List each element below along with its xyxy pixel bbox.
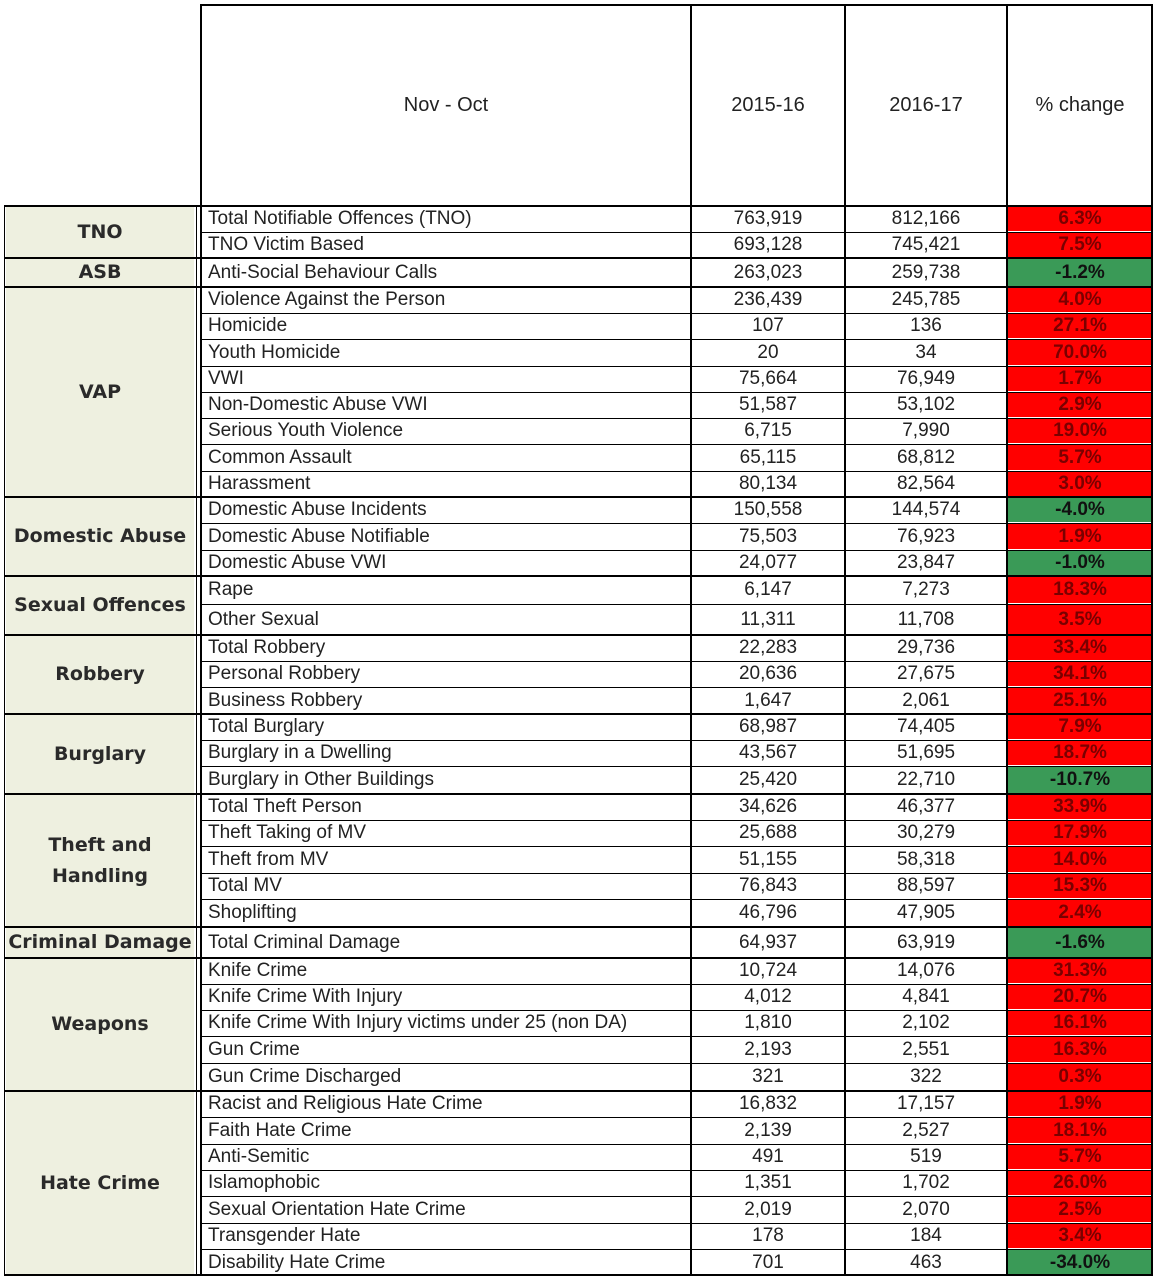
percent-change: 31.3% [1008,959,1152,983]
row-separator [200,846,1152,847]
offence-label: Burglary in a Dwelling [208,742,392,763]
row-separator [200,1144,1152,1145]
value-2016-17: 7,990 [902,420,950,441]
value-2016-17: 745,421 [891,234,961,255]
offence-label: Business Robbery [208,689,363,711]
percent-change: -10.7% [1008,767,1152,793]
percent-change: -34.0% [1008,1250,1152,1275]
value-2016-17: 7,273 [902,579,950,600]
value-2015-16: 2,019 [744,1198,792,1220]
value-2016-17: 322 [910,1066,942,1087]
offence-label: Total Burglary [208,716,325,737]
value-2016-17: 2,070 [902,1198,950,1220]
offence-label: Theft from MV [208,848,329,870]
value-2015-16: 263,023 [733,261,803,283]
value-2015-16: 701 [752,1251,784,1273]
row-separator [200,392,1152,393]
header-col-2016-17: 2016-17 [889,93,963,116]
offence-label: Total MV [208,875,282,896]
percent-change: 2.5% [1008,1197,1152,1222]
category-label: Robbery [6,635,194,714]
row-separator [200,339,1152,340]
percent-change: 0.3% [1008,1064,1152,1090]
value-2015-16: 25,688 [738,822,798,843]
value-2016-17: 519 [910,1146,942,1167]
offence-label: Total Theft Person [208,796,362,817]
header-col-2015-16: 2015-16 [731,93,805,116]
header-column-border [200,4,202,206]
value-2015-16: 20 [757,341,779,363]
value-2016-17: 51,695 [896,742,956,763]
offence-label: Islamophobic [208,1172,320,1193]
value-2015-16: 6,147 [744,579,792,600]
offence-label: Sexual Orientation Hate Crime [208,1198,466,1220]
value-2016-17: 47,905 [896,902,956,923]
category-label: Weapons [6,958,194,1091]
offence-label: Anti-Semitic [208,1146,310,1167]
offence-label: Homicide [208,315,288,336]
value-2016-17: 27,675 [896,663,956,684]
header-col-change: % change [1035,93,1125,116]
percent-change: 18.1% [1008,1118,1152,1143]
row-separator [200,1117,1152,1118]
percent-change: 2.4% [1008,900,1152,926]
value-2016-17: 184 [910,1225,942,1246]
offence-label: Gun Crime Discharged [208,1066,402,1087]
row-separator [200,313,1152,314]
row-separator [200,523,1152,524]
value-2015-16: 6,715 [744,420,792,441]
value-2015-16: 236,439 [733,289,803,310]
offence-label: TNO Victim Based [208,234,364,255]
percent-change: 33.4% [1008,636,1152,660]
column-border [690,205,692,1276]
value-2016-17: 58,318 [896,848,956,870]
row-separator [200,766,1152,767]
offence-label: Faith Hate Crime [208,1119,352,1141]
percent-change: 15.3% [1008,874,1152,898]
offence-label: Theft Taking of MV [208,822,367,843]
value-2015-16: 11,311 [740,608,796,630]
offence-label: Total Criminal Damage [208,931,401,953]
value-2016-17: 259,738 [891,261,961,283]
value-2015-16: 1,647 [744,689,792,711]
offence-label: Domestic Abuse VWI [208,552,387,573]
value-2015-16: 4,012 [744,986,792,1007]
value-2016-17: 11,708 [897,608,955,630]
row-separator [200,1010,1152,1011]
offence-label: Transgender Hate [208,1225,361,1246]
value-2016-17: 2,061 [902,689,950,711]
value-2016-17: 23,847 [896,552,956,573]
percent-change: 17.9% [1008,821,1152,845]
value-2016-17: 136 [910,315,942,336]
offence-label: Gun Crime [208,1038,300,1060]
percent-change: 3.0% [1008,472,1152,496]
row-separator [200,1249,1152,1250]
row-separator [200,471,1152,472]
value-2015-16: 25,420 [738,769,798,790]
value-2016-17: 2,102 [902,1012,950,1033]
percent-change: 20.7% [1008,985,1152,1009]
offence-label: Disability Hate Crime [208,1251,386,1273]
value-2015-16: 178 [752,1225,784,1246]
category-label: VAP [6,287,194,497]
row-separator [200,820,1152,821]
value-2016-17: 4,841 [902,986,950,1007]
percent-change: 70.0% [1008,340,1152,365]
value-2015-16: 43,567 [738,742,798,763]
offence-label: Racist and Religious Hate Crime [208,1093,483,1114]
value-2016-17: 63,919 [896,931,956,953]
category-label: Domestic Abuse [6,497,194,576]
row-separator [200,740,1152,741]
offence-label: Total Robbery [208,637,326,658]
offence-label: Burglary in Other Buildings [208,769,434,790]
percent-change: 33.9% [1008,795,1152,819]
value-2015-16: 22,283 [738,637,798,658]
row-separator [200,444,1152,445]
percent-change: 1.7% [1008,367,1152,391]
category-label: Theft and Handling [6,794,194,927]
percent-change: 5.7% [1008,1145,1152,1169]
category-label: Burglary [6,714,194,794]
offence-label: Other Sexual [208,608,319,630]
value-2015-16: 763,919 [733,208,803,229]
percent-change: 18.3% [1008,577,1152,603]
header-top-border [200,4,1152,6]
value-2015-16: 1,351 [744,1172,792,1193]
row-separator [200,661,1152,662]
value-2016-17: 46,377 [896,796,956,817]
value-2016-17: 76,923 [896,525,956,547]
value-2015-16: 80,134 [738,473,798,494]
category-label: Sexual Offences [6,576,194,635]
value-2015-16: 2,139 [744,1119,792,1141]
row-separator [200,873,1152,874]
row-separator [200,1170,1152,1171]
percent-change: 19.0% [1008,419,1152,443]
table-bottom-border [4,1274,1152,1276]
category-label: TNO [6,206,194,258]
row-separator [200,1223,1152,1224]
percent-change: 3.5% [1008,605,1152,634]
category-label: Hate Crime [6,1091,194,1276]
row-separator [200,1063,1152,1064]
row-separator [200,1196,1152,1197]
offence-label: Harassment [208,473,311,494]
offence-label: VWI [208,368,244,389]
value-2015-16: 107 [752,315,784,336]
percent-change: 34.1% [1008,662,1152,686]
value-2015-16: 150,558 [733,499,803,520]
value-2015-16: 2,193 [744,1038,792,1060]
value-2016-17: 29,736 [896,637,956,658]
percent-change: 2.9% [1008,393,1152,417]
value-2015-16: 34,626 [738,796,798,817]
row-separator [200,604,1152,605]
value-2016-17: 82,564 [896,473,956,494]
offence-label: Youth Homicide [208,341,341,363]
value-2016-17: 74,405 [896,716,956,737]
percent-change: -1.2% [1008,259,1152,286]
value-2016-17: 53,102 [896,394,956,415]
value-2015-16: 75,664 [738,368,798,389]
value-2016-17: 1,702 [902,1172,950,1193]
value-2016-17: 14,076 [896,960,956,981]
column-border [200,205,202,1276]
header-column-border [1151,4,1153,206]
offence-label: Personal Robbery [208,663,361,684]
value-2015-16: 10,724 [738,960,798,981]
offence-label: Domestic Abuse Notifiable [208,525,430,547]
value-2016-17: 812,166 [891,208,961,229]
value-2015-16: 1,810 [744,1012,792,1033]
value-2016-17: 463 [910,1251,942,1273]
header-column-border [1006,4,1008,206]
row-separator [200,899,1152,900]
offence-label: Total Notifiable Offences (TNO) [208,208,472,229]
value-2016-17: 22,710 [896,769,956,790]
column-border [844,205,846,1276]
value-2015-16: 64,937 [738,931,798,953]
value-2015-16: 491 [752,1146,784,1167]
row-separator [200,418,1152,419]
value-2016-17: 17,157 [896,1093,956,1114]
header-period-label: Nov - Oct [403,93,489,116]
offence-label: Violence Against the Person [208,289,446,310]
value-2015-16: 321 [752,1066,784,1087]
category-label: Criminal Damage [6,927,194,958]
percent-change: 26.0% [1008,1171,1152,1195]
value-2015-16: 76,843 [738,875,798,896]
percent-change: 25.1% [1008,688,1152,713]
value-2015-16: 51,587 [738,394,798,415]
percent-change: 27.1% [1008,314,1152,338]
offence-label: Anti-Social Behaviour Calls [208,261,438,283]
percent-change: -1.0% [1008,551,1152,575]
value-2016-17: 34 [915,341,937,363]
percent-change: 3.4% [1008,1224,1152,1248]
offence-label: Rape [208,579,254,600]
percent-change: 1.9% [1008,1092,1152,1116]
offence-label: Serious Youth Violence [208,420,404,441]
percent-change: 16.3% [1008,1037,1152,1062]
offence-label: Common Assault [208,446,352,468]
value-2015-16: 16,832 [738,1093,798,1114]
value-2015-16: 75,503 [738,525,798,547]
value-2015-16: 51,155 [738,848,798,870]
offence-label: Domestic Abuse Incidents [208,499,427,520]
value-2015-16: 65,115 [739,446,797,468]
offence-label: Knife Crime With Injury victims under 25 (non DA) [208,1012,628,1033]
category-label: ASB [6,258,194,287]
percent-change: 14.0% [1008,847,1152,872]
row-separator [200,687,1152,688]
value-2016-17: 30,279 [896,822,956,843]
percent-change: 18.7% [1008,741,1152,765]
value-2015-16: 693,128 [733,234,803,255]
header-column-border [844,4,846,206]
column-border [4,205,5,1276]
value-2015-16: 20,636 [738,663,798,684]
value-2016-17: 68,812 [896,446,956,468]
value-2016-17: 88,597 [896,875,956,896]
value-2016-17: 2,551 [902,1038,950,1060]
row-separator [200,232,1152,233]
row-separator [200,1036,1152,1037]
header-column-border [690,4,692,206]
offence-label: Non-Domestic Abuse VWI [208,394,428,415]
row-separator [200,984,1152,985]
value-2016-17: 245,785 [891,289,961,310]
column-border [1151,205,1153,1276]
percent-change: 5.7% [1008,445,1152,470]
percent-change: 7.9% [1008,715,1152,739]
value-2016-17: 2,527 [902,1119,950,1141]
percent-change: -4.0% [1008,498,1152,522]
percent-change: 4.0% [1008,288,1152,312]
percent-change: 1.9% [1008,524,1152,549]
percent-change: 16.1% [1008,1011,1152,1035]
value-2015-16: 68,987 [738,716,798,737]
row-separator [200,366,1152,367]
percent-change: -1.6% [1008,928,1152,957]
column-border [196,205,197,1276]
value-2015-16: 46,796 [738,902,798,923]
offence-label: Knife Crime [208,960,308,981]
percent-change: 6.3% [1008,207,1152,231]
value-2016-17: 76,949 [896,368,956,389]
offence-label: Shoplifting [208,902,297,923]
percent-change: 7.5% [1008,233,1152,257]
offence-label: Knife Crime With Injury [208,986,403,1007]
value-2016-17: 144,574 [891,499,961,520]
column-border [1006,205,1008,1276]
row-separator [200,550,1152,551]
value-2015-16: 24,077 [738,552,798,573]
